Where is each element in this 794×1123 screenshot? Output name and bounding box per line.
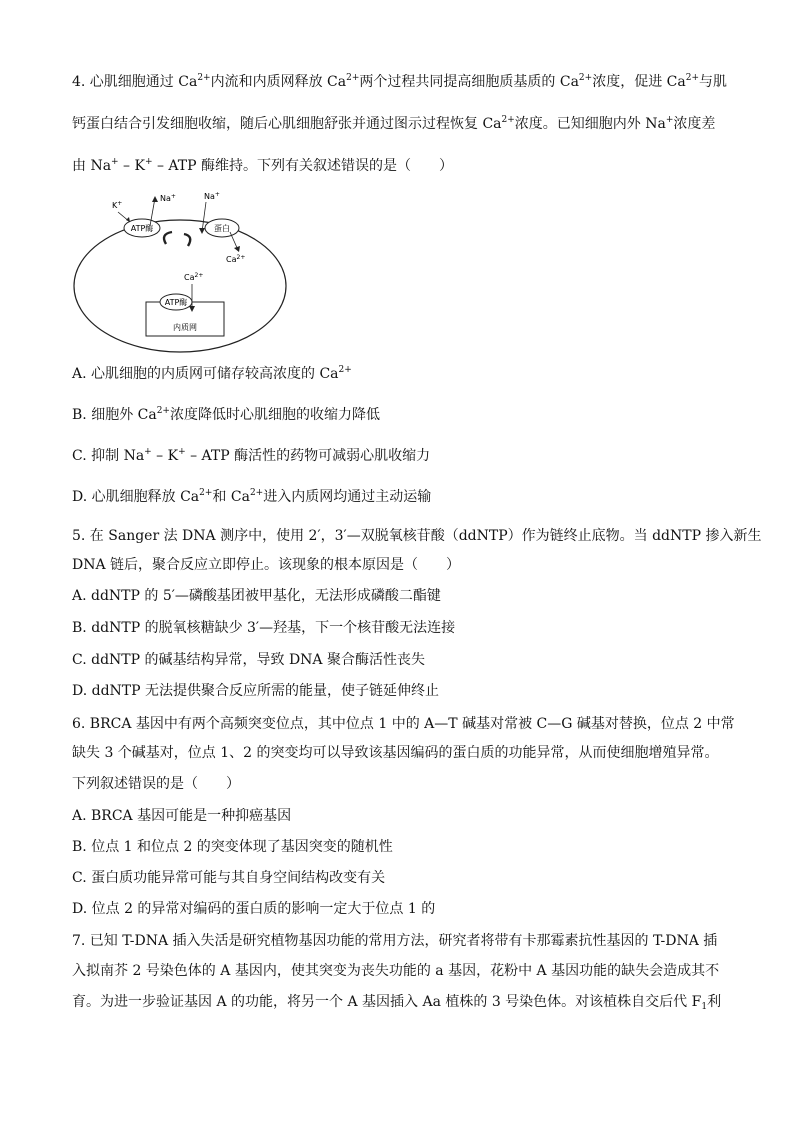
atp-pump-er-label: ATP酶 [164,298,188,307]
q4-line-1: 4. 心肌细胞通过 $Ca^{2+}$内流和内质网释放 $Ca^{2+}$两个过程共同提高细胞质基质的 $Ca^{2+}$浓度，促进 $Ca^{2+}$与肌 [72,73,727,90]
q6-line-2: 缺失 3 个碱基对，位点 1、2 的突变均可以导致该基因编码的蛋白质的功能异常，从而使细胞增殖异常。 [72,745,719,761]
q4-option-a: A. 心肌细胞的内质网可储存较高浓度的 $Ca^{2+}$ [72,365,352,382]
q6-option-a: A. BRCA 基因可能是一种抑癌基因 [72,808,292,824]
coupling-arrow-left [164,232,172,244]
q5-option-b: B. ddNTP 的脱氧核糖缺少 3′—羟基，下一个核苷酸无法连接 [72,620,456,636]
na-out-label: Na+ [160,193,176,203]
protein-label: 蛋白 [214,224,230,233]
q5-option-a: A. ddNTP 的 5′—磷酸基团被甲基化，无法形成磷酸二酯键 [72,588,441,604]
q7-line-1: 7. 已知 T-DNA 插入失活是研究植物基因功能的常用方法，研究者将带有卡那霉素抗性基因的 T-DNA 插 [72,933,718,949]
q6-option-d: D. 位点 2 的异常对编码的蛋白质的影响一定大于位点 1 的 [72,901,436,917]
q4-option-d: D. 心肌细胞释放 $Ca^{2+}$和 $Ca^{2+}$进入内质网均通过主动运输 [72,488,432,505]
ca-er-label: $Ca^{2+}$ [184,272,204,282]
q5-line-2: DNA 链后，聚合反应立即停止。该现象的根本原因是（ ） [72,557,461,573]
cell-diagram [70,186,290,356]
q7-line-3: 育。为进一步验证基因 A 的功能，将另一个 A 基因插入 Aa 植株的 3 号染色体。对该植株自交后代 $F_1$利 [72,994,722,1012]
coupling-arrow-right [184,234,190,246]
na-in-label: Na+ [204,191,220,201]
q4-line-3: 由 Na+ – K+ – ATP 酶维持。下列有关叙述错误的是（ ） [72,157,453,174]
atp-pump-membrane-label: ATP酶 [130,224,154,233]
na-in-arrow-head [199,228,205,234]
q6-option-c: C. 蛋白质功能异常可能与其自身空间结构改变有关 [72,870,386,886]
q4-line-2: 钙蛋白结合引发细胞收缩，随后心肌细胞舒张并通过图示过程恢复 $Ca^{2+}$浓度。已知细胞内外 Na+浓度差 [72,115,716,132]
q6-line-1: 6. BRCA 基因中有两个高频突变位点，其中位点 1 中的 A—T 碱基对常被 C—G 碱基对替换，位点 2 中常 [72,716,735,732]
na-out-arrow-head [152,196,158,202]
k-arrow-head [126,217,130,222]
q5-option-d: D. ddNTP 无法提供聚合反应所需的能量，使子链延伸终止 [72,683,440,699]
q6-line-3: 下列叙述错误的是（ ） [72,776,240,792]
q5-line-1: 5. 在 Sanger 法 DNA 测序中，使用 2′，3′—双脱氧核苷酸（ddNTP）作为链终止底物。当 ddNTP 掺入新生 [72,528,762,544]
q5-option-c: C. ddNTP 的碱基结构异常，导致 DNA 聚合酶活性丧失 [72,652,425,668]
ca-out-label: $Ca^{2+}$ [226,254,246,264]
q4-option-c: C. 抑制 Na+ – K+ – ATP 酶活性的药物可减弱心肌收缩力 [72,447,431,464]
er-label: 内质网 [173,323,197,332]
q4-option-b: B. 细胞外 $Ca^{2+}$浓度降低时心肌细胞的收缩力降低 [72,406,380,423]
k-ion-label: K+ [112,200,123,210]
q7-line-2: 入拟南芥 2 号染色体的 A 基因内，使其突变为丧失功能的 a 基因，花粉中 A 基因功能的缺失会造成其不 [72,963,720,979]
q6-option-b: B. 位点 1 和位点 2 的突变体现了基因突变的随机性 [72,839,393,855]
